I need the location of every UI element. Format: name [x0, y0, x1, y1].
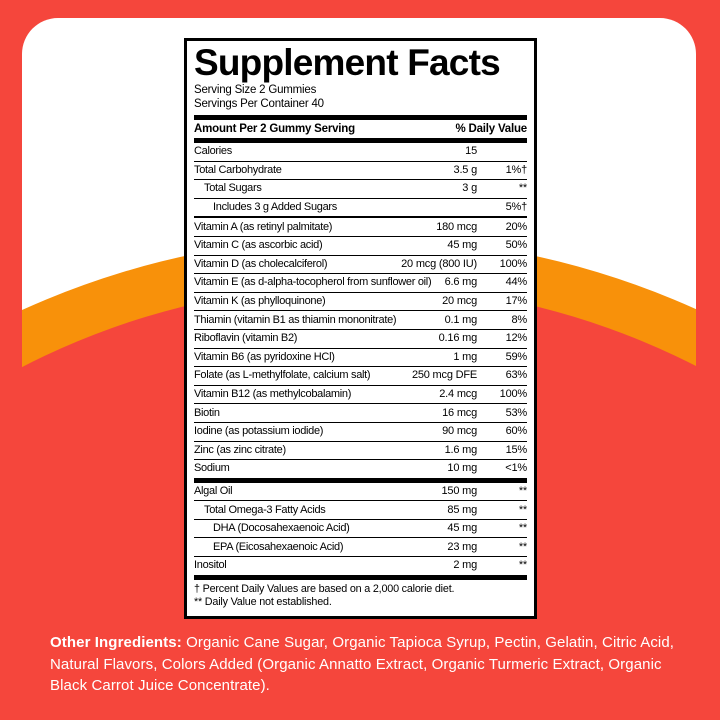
nutrient-amount: 45 mg: [447, 239, 477, 252]
nutrient-name: Total Carbohydrate: [194, 163, 282, 176]
nutrient-daily-value: 1%†: [505, 163, 527, 176]
table-row: [194, 198, 527, 217]
nutrient-name: Total Sugars: [204, 182, 262, 195]
nutrient-amount: 0.1 mg: [444, 313, 477, 326]
nutrient-amount: 1.6 mg: [444, 443, 477, 456]
other-ingredients-line-1: [50, 632, 690, 654]
nutrient-daily-value: 5%†: [505, 201, 527, 214]
nutrient-name: Algal Oil: [194, 484, 233, 497]
nutrient-daily-value: 15%: [505, 443, 527, 456]
nutrient-amount: 6.6 mg: [444, 276, 477, 289]
servings-per-container: Servings Per Container 40: [194, 98, 324, 110]
nutrient-amount: 10 mg: [447, 462, 477, 475]
table-row: [194, 143, 527, 161]
table-row: [194, 556, 527, 575]
table-row: [194, 403, 527, 422]
footnote-dv-not-established: ** Daily Value not established.: [194, 596, 332, 609]
table-section-1: [194, 143, 527, 478]
nutrient-amount: 45 mg: [447, 522, 477, 535]
nutrient-name: Folate (as L-methylfolate, calcium salt): [194, 369, 371, 382]
nutrient-name: Riboflavin (vitamin B2): [194, 332, 298, 345]
table-header-row: [194, 120, 527, 138]
nutrient-daily-value: 100%: [499, 388, 527, 401]
table-row: [194, 422, 527, 441]
nutrient-name: Calories: [194, 145, 232, 158]
nutrient-name: Vitamin K (as phylloquinone): [194, 295, 326, 308]
nutrient-amount: 85 mg: [447, 503, 477, 516]
other-ingredients-line-1-rest: Organic Cane Sugar, Organic Tapioca Syrup, Pectin, Gelatin, Citric Acid,: [181, 634, 675, 651]
footnotes: [194, 580, 527, 610]
nutrient-amount: 90 mcg: [442, 425, 477, 438]
nutrient-daily-value: 63%: [505, 369, 527, 382]
supplement-facts-panel: [184, 38, 537, 619]
nutrient-daily-value: **: [518, 522, 527, 535]
other-ingredients-line-2: Natural Flavors, Colors Added (Organic Annatto Extract, Organic Turmeric Extract, Organic: [50, 655, 662, 673]
nutrient-amount: 150 mg: [441, 484, 477, 497]
table-row: [194, 519, 527, 538]
nutrient-amount: 15: [465, 145, 477, 158]
daily-value-header: % Daily Value: [455, 123, 527, 135]
table-row: [194, 292, 527, 311]
nutrient-amount: 180 mcg: [436, 220, 477, 233]
nutrient-daily-value: 12%: [505, 332, 527, 345]
nutrient-daily-value: 50%: [505, 239, 527, 252]
table-section-2: [194, 483, 527, 575]
table-row: [194, 310, 527, 329]
nutrient-amount: 250 mcg DFE: [411, 369, 477, 382]
nutrient-amount: 1 mg: [453, 350, 477, 363]
footnote-daily-values: † Percent Daily Values are based on a 2,000 calorie diet.: [194, 582, 455, 595]
nutrient-daily-value: 59%: [505, 350, 527, 363]
table-row: [194, 216, 527, 236]
nutrient-name: Vitamin A (as retinyl palmitate): [194, 220, 333, 233]
nutrient-amount: 20 mcg: [442, 295, 477, 308]
table-row: [194, 348, 527, 367]
table-row: [194, 329, 527, 348]
nutrient-amount: 0.16 mg: [438, 332, 477, 345]
nutrient-daily-value: 53%: [505, 406, 527, 419]
nutrient-name: Biotin: [194, 406, 220, 419]
nutrient-name: Zinc (as zinc citrate): [194, 443, 286, 456]
nutrient-daily-value: 44%: [505, 276, 527, 289]
nutrient-daily-value: **: [518, 559, 527, 572]
nutrient-amount: 20 mcg (800 IU): [401, 257, 477, 270]
nutrient-daily-value: 8%: [511, 313, 527, 326]
nutrient-amount: 23 mg: [447, 540, 477, 553]
table-row: [194, 385, 527, 404]
label-card: [22, 18, 696, 720]
nutrient-name: Vitamin B12 (as methylcobalamin): [194, 388, 352, 401]
nutrient-name: Vitamin E (as d-alpha-tocopherol from sunflower oil): [194, 276, 432, 289]
table-row: [194, 537, 527, 556]
nutrient-daily-value: 60%: [505, 425, 527, 438]
nutrient-name: Vitamin C (as ascorbic acid): [194, 239, 323, 252]
nutrient-name: Vitamin D (as cholecalciferol): [194, 257, 328, 270]
table-row: [194, 179, 527, 198]
nutrient-name: Thiamin (vitamin B1 as thiamin mononitrate): [194, 313, 397, 326]
nutrient-name: Iodine (as potassium iodide): [194, 425, 324, 438]
nutrient-name: Vitamin B6 (as pyridoxine HCl): [194, 350, 335, 363]
nutrient-name: Total Omega-3 Fatty Acids: [204, 503, 326, 516]
table-row: [194, 161, 527, 180]
nutrient-amount: 2 mg: [453, 559, 477, 572]
table-row: [194, 273, 527, 292]
table-row: [194, 236, 527, 255]
panel-title: Supplement Facts: [194, 42, 500, 83]
nutrient-daily-value: 17%: [505, 295, 527, 308]
nutrient-daily-value: **: [518, 182, 527, 195]
nutrient-amount: 16 mcg: [442, 406, 477, 419]
other-ingredients-text: [50, 632, 690, 697]
nutrient-name: Inositol: [194, 559, 227, 572]
serving-size: Serving Size 2 Gummies: [194, 84, 317, 96]
other-ingredients-line-3: Black Carrot Juice Concentrate).: [50, 677, 270, 694]
nutrient-name: Sodium: [194, 462, 230, 475]
nutrient-daily-value: 20%: [505, 220, 527, 233]
table-row: [194, 366, 527, 385]
nutrient-daily-value: **: [518, 484, 527, 497]
table-row: [194, 255, 527, 274]
table-row: [194, 500, 527, 519]
amount-per-serving-header: Amount Per 2 Gummy Serving: [194, 123, 355, 135]
table-row: [194, 483, 527, 501]
nutrient-daily-value: **: [518, 540, 527, 553]
table-row: [194, 441, 527, 460]
nutrient-daily-value: 100%: [499, 257, 527, 270]
nutrient-daily-value: <1%: [505, 462, 527, 475]
nutrient-amount: 3.5 g: [453, 163, 477, 176]
other-ingredients-label: Other Ingredients:: [50, 634, 182, 651]
nutrient-amount: 2.4 mcg: [439, 388, 477, 401]
table-row: [194, 459, 527, 478]
nutrient-amount: 3 g: [462, 182, 477, 195]
nutrient-name: EPA (Eicosahexaenoic Acid): [213, 540, 344, 553]
nutrient-name: Includes 3 g Added Sugars: [213, 201, 337, 214]
nutrient-name: DHA (Docosahexaenoic Acid): [213, 522, 350, 535]
nutrient-daily-value: **: [518, 503, 527, 516]
